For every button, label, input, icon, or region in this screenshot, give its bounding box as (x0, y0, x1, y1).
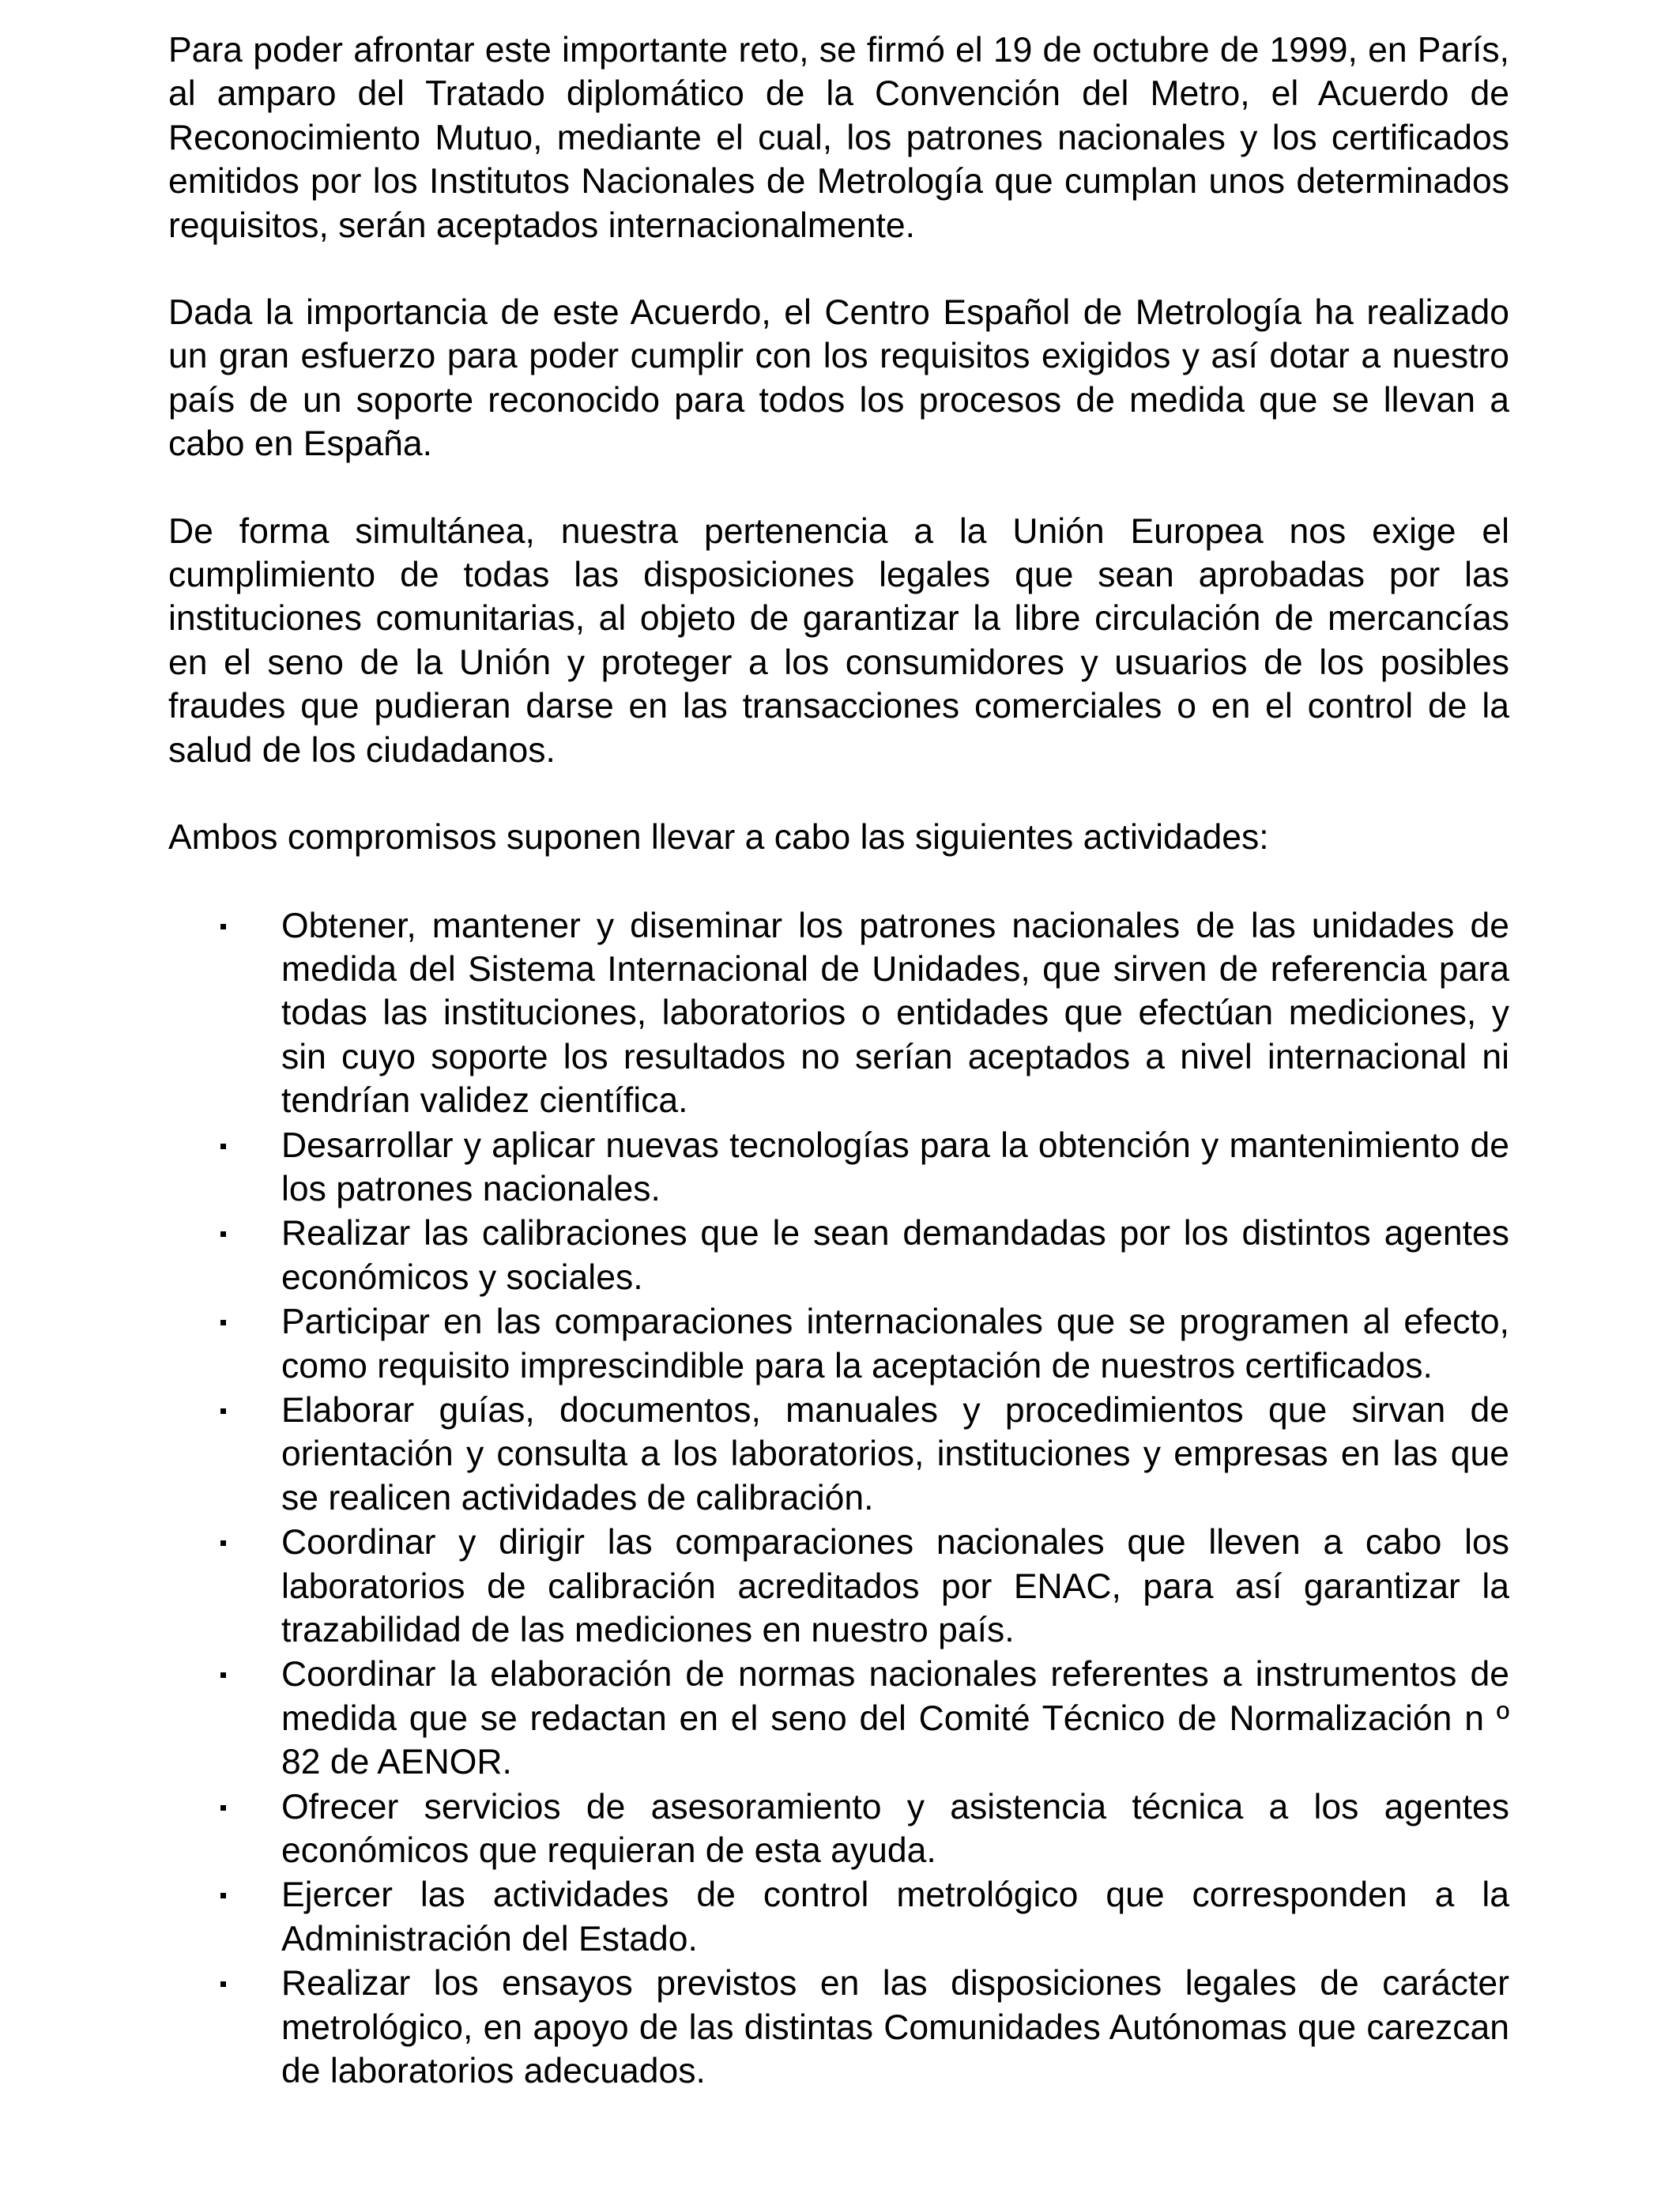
list-item-text: Coordinar la elaboración de normas nacionales referentes a instrumentos de medida que se redactan en el seno del Comité Técnico de Normalización n º 82 de AENOR. (281, 1655, 1509, 1782)
bullet-icon (220, 1408, 226, 1414)
list-item (168, 1124, 1509, 1212)
list-item (168, 1785, 1509, 1873)
list-item (168, 1300, 1509, 1388)
paragraph-acuerdo-reconocimiento: Para poder afrontar este importante reto, se firmó el 19 de octubre de 1999, en París, al amparo del Tratado diplomático de la Convención del Metro, el Acuerdo de Reconocimiento Mutuo, mediante el cual, los patrones nacionales y los certificados emitidos por los Institutos Nacionales de Metrología que cumplan unos determinados requisitos, serán aceptados internacionalmente. (168, 31, 1509, 245)
list-item (168, 1212, 1509, 1299)
list-item (168, 904, 1509, 1123)
list-item-text: Coordinar y dirigir las comparaciones nacionales que lleven a cabo los laboratorios de calibración acreditados por ENAC, para así garantizar la trazabilidad de las mediciones en nuestro país. (281, 1523, 1509, 1649)
paragraph-actividades-intro: Ambos compromisos suponen llevar a cabo las siguientes actividades: (168, 818, 1269, 858)
bullet-icon (220, 1540, 226, 1546)
list-item-text: Elaborar guías, documentos, manuales y procedimientos que sirvan de orientación y consulta a los laboratorios, instituciones y empresas en las que se realicen actividades de calibración. (281, 1390, 1509, 1517)
list-item-text: Realizar los ensayos previstos en las disposiciones legales de carácter metrológico, en apoyo de las distintas Comunidades Autónomas que carezcan de laboratorios adecuados. (281, 1964, 1509, 2091)
bullet-icon (220, 1231, 226, 1237)
activities-list (168, 904, 1509, 2094)
bullet-icon (220, 924, 226, 929)
bullet-icon (220, 1893, 226, 1898)
list-item (168, 1653, 1509, 1784)
list-item (168, 1389, 1509, 1520)
list-item-text: Desarrollar y aplicar nuevas tecnologías para la obtención y mantenimiento de los patrones nacionales. (281, 1125, 1509, 1208)
bullet-icon (220, 1981, 226, 1987)
list-item-text: Participar en las comparaciones internacionales que se programen al efecto, como requisito imprescindible para la aceptación de nuestros certificados. (281, 1302, 1509, 1385)
bullet-icon (220, 1320, 226, 1325)
list-item (168, 1962, 1509, 2093)
document-page (168, 28, 1509, 2094)
list-item-text: Obtener, mantener y diseminar los patrones nacionales de las unidades de medida del Sistema Internacional de Unidades, que sirven de referencia para todas las instituciones, laboratorios o entidades que efectúan mediciones, y sin cuyo soporte los resultados no serían aceptados a nivel internacional ni tendrían validez científica. (281, 906, 1509, 1121)
list-item-text: Realizar las calibraciones que le sean demandadas por los distintos agentes económicos y sociales. (281, 1214, 1509, 1297)
bullet-icon (220, 1805, 226, 1811)
bullet-icon (220, 1672, 226, 1678)
paragraph-union-europea: De forma simultánea, nuestra pertenencia a la Unión Europea nos exige el cumplimiento de todas las disposiciones legales que sean aprobadas por las instituciones comunitarias, al objeto de garantizar la libre circulación de mercancías en el seno de la Unión y proteger a los consumidores y usuarios de los posibles fraudes que pudieran darse en las transacciones comerciales o en el control de la salud de los ciudadanos. (168, 511, 1509, 770)
list-item (168, 1521, 1509, 1652)
list-item-text: Ejercer las actividades de control metrológico que corresponden a la Administración del Estado. (281, 1875, 1509, 1958)
list-item (168, 1873, 1509, 1961)
paragraph-importancia-acuerdo: Dada la importancia de este Acuerdo, el Centro Español de Metrología ha realizado un gran esfuerzo para poder cumplir con los requisitos exigidos y así dotar a nuestro país de un soporte reconocido para todos los procesos de medida que se llevan a cabo en España. (168, 293, 1509, 464)
bullet-icon (220, 1144, 226, 1149)
list-item-text: Ofrecer servicios de asesoramiento y asistencia técnica a los agentes económicos que requieran de esta ayuda. (281, 1787, 1509, 1871)
